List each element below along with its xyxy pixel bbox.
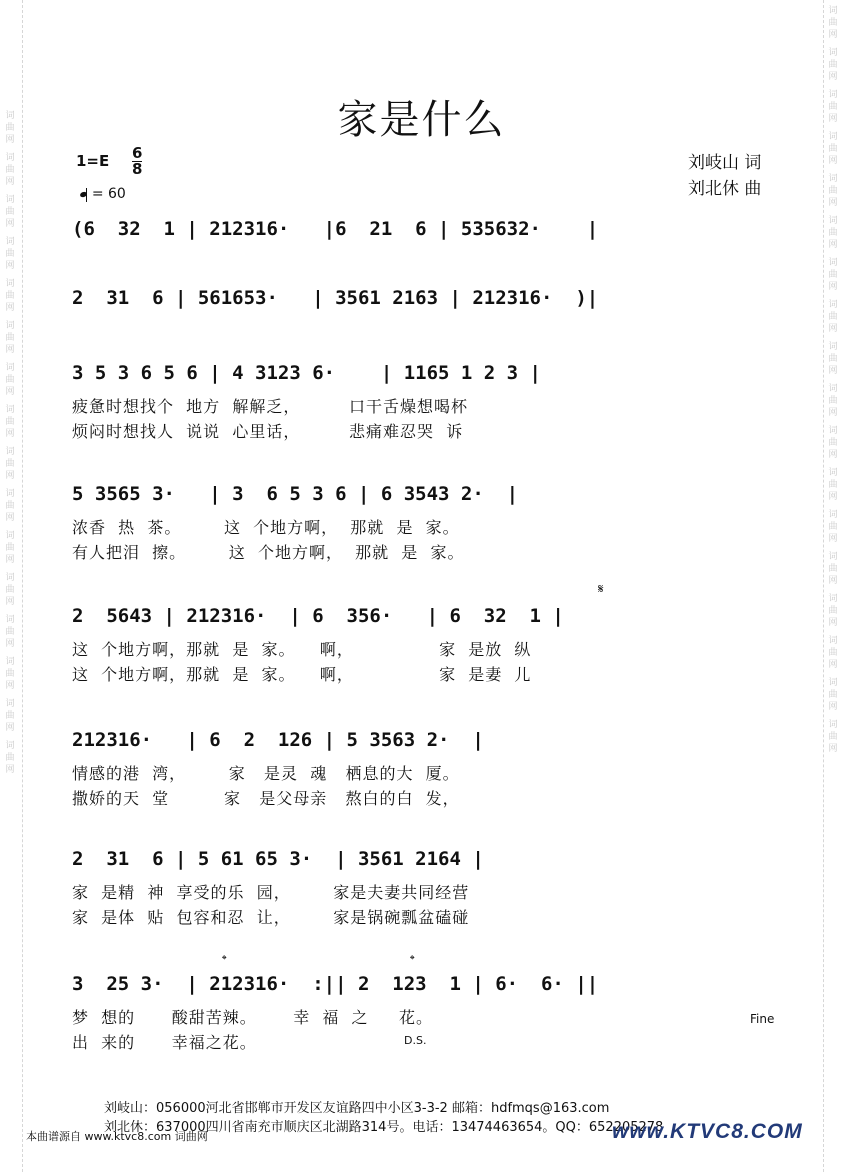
watermark-text: 词曲网: [5, 657, 15, 691]
composer-contact: 刘北休：637000四川省南充市顺庆区北湖路314号。电话：13474463654。QQ：652205278: [104, 1120, 664, 1135]
tempo-value: = 60: [91, 186, 126, 202]
watermark-text: 词曲网: [828, 342, 838, 376]
lyrics-verse1: 这 个地方啊，那就 是 家。 啊， 家 是放 纵: [72, 640, 532, 659]
watermark-text: 词曲网: [828, 90, 838, 124]
lyrics-verse2: 这 个地方啊，那就 是 家。 啊， 家 是妻 儿: [72, 665, 532, 684]
watermark-text: 词曲网: [5, 363, 15, 397]
lyrics-verse2: 有人把泪 擦。 这 个地方啊， 那就 是 家。: [72, 543, 465, 562]
notes-system-2: 2 31 6 | 561653· | 3561 2163 | 212316· )|: [72, 287, 599, 309]
watermark-text: 词曲网: [828, 720, 838, 754]
site-logo[interactable]: www.KTVC8.COM: [612, 1120, 803, 1143]
composer-credit: 刘北休 曲: [688, 179, 762, 199]
watermark-text: 词曲网: [828, 300, 838, 334]
watermark-text: 词曲网: [5, 573, 15, 607]
key-signature: 1=E: [76, 152, 110, 170]
notes-system-5: 2 5643 | 212316· | 6 356· | 6 32 1 |: [72, 605, 564, 627]
watermark-text: 词曲网: [828, 6, 838, 40]
watermark-text: 词曲网: [5, 699, 15, 733]
notes-system-6: 212316· | 6 2 126 | 5 3563 2· |: [72, 729, 484, 751]
source-note: 本曲谱源自 www.ktvc8.com 词曲网: [26, 1130, 208, 1143]
lyricist-contact: 刘岐山：056000河北省邯郸市开发区友谊路四中小区3-3-2 邮箱：hdfmqs@163.com: [104, 1101, 610, 1116]
lyrics-verse2: 家 是体 贴 包容和忍 让， 家是锅碗瓢盆磕碰: [72, 908, 470, 927]
quarter-note-icon: [79, 190, 87, 197]
song-title: 家是什么: [337, 97, 506, 143]
lyrics-verse2: 撒娇的天 堂 家 是父母亲 熬白的白 发，: [72, 789, 460, 808]
watermark-text: 词曲网: [5, 531, 15, 565]
watermark-text: 词曲网: [828, 552, 838, 586]
watermark-text: 词曲网: [828, 636, 838, 670]
watermark-text: 词曲网: [5, 153, 15, 187]
watermark-text: 词曲网: [5, 237, 15, 271]
lyrics-verse2: 出 来的 幸福之花。: [72, 1033, 257, 1052]
time-denominator: 8: [132, 160, 143, 178]
watermark-text: 词曲网: [828, 510, 838, 544]
coda-sign: 𝄌: [222, 953, 227, 968]
lyrics-verse1: 疲惫时想找个 地方 解解乏， 口干舌燥想喝杯: [72, 397, 469, 416]
watermark-text: 词曲网: [828, 258, 838, 292]
notes-system-4: 5 3565 3· | 3 6 5 3 6 | 6 3543 2· |: [72, 483, 519, 505]
notes-system-8: 3 25 3· | 212316· :|| 2 123 1 | 6· 6· ||: [72, 973, 599, 995]
watermark-text: 词曲网: [5, 405, 15, 439]
watermark-text: 词曲网: [5, 615, 15, 649]
lyrics-verse1: 情感的港 湾， 家 是灵 魂 栖息的大 厦。: [72, 764, 460, 783]
watermark-text: 词曲网: [828, 48, 838, 82]
watermark-text: 词曲网: [5, 111, 15, 145]
watermark-text: 词曲网: [5, 195, 15, 229]
watermark-text: 词曲网: [828, 426, 838, 460]
time-numerator: 6: [132, 144, 143, 162]
watermark-text: 词曲网: [828, 174, 838, 208]
notes-system-1: (6 32 1 | 212316· |6 21 6 | 535632· |: [72, 218, 599, 240]
lyrics-verse1: 浓香 热 茶。 这 个地方啊， 那就 是 家。: [72, 518, 460, 537]
fine-marking: Fine: [750, 1012, 775, 1026]
watermark-text: 词曲网: [5, 321, 15, 355]
watermark-text: 词曲网: [828, 468, 838, 502]
watermark-text: 词曲网: [5, 447, 15, 481]
watermark-text: 词曲网: [828, 384, 838, 418]
lyricist-credit: 刘岐山 词: [688, 153, 762, 173]
ds-marking: D.S.: [404, 1034, 427, 1047]
watermark-text: 词曲网: [5, 741, 15, 775]
time-signature: [132, 146, 142, 177]
lyrics-verse2: 烦闷时想找人 说说 心里话， 悲痛难忍哭 诉: [72, 422, 464, 441]
notes-system-3: 3 5 3 6 5 6 | 4 3123 6· | 1165 1 2 3 |: [72, 362, 541, 384]
lyrics-verse1: 家 是精 神 享受的乐 园， 家是夫妻共同经营: [72, 883, 470, 902]
watermark-text: 词曲网: [5, 279, 15, 313]
left-watermark: [3, 110, 17, 782]
watermark-text: 词曲网: [828, 678, 838, 712]
coda-sign: 𝄌: [410, 953, 415, 968]
lyrics-verse1: 梦 想的 酸甜苦辣。 幸 福 之 花。: [72, 1008, 433, 1027]
watermark-text: 词曲网: [828, 132, 838, 166]
watermark-text: 词曲网: [5, 489, 15, 523]
watermark-text: 词曲网: [828, 594, 838, 628]
segno-sign: 𝄋: [598, 582, 604, 597]
watermark-text: 词曲网: [828, 216, 838, 250]
notes-system-7: 2 31 6 | 5 61 65 3· | 3561 2164 |: [72, 848, 484, 870]
tempo-marking: [80, 186, 126, 202]
